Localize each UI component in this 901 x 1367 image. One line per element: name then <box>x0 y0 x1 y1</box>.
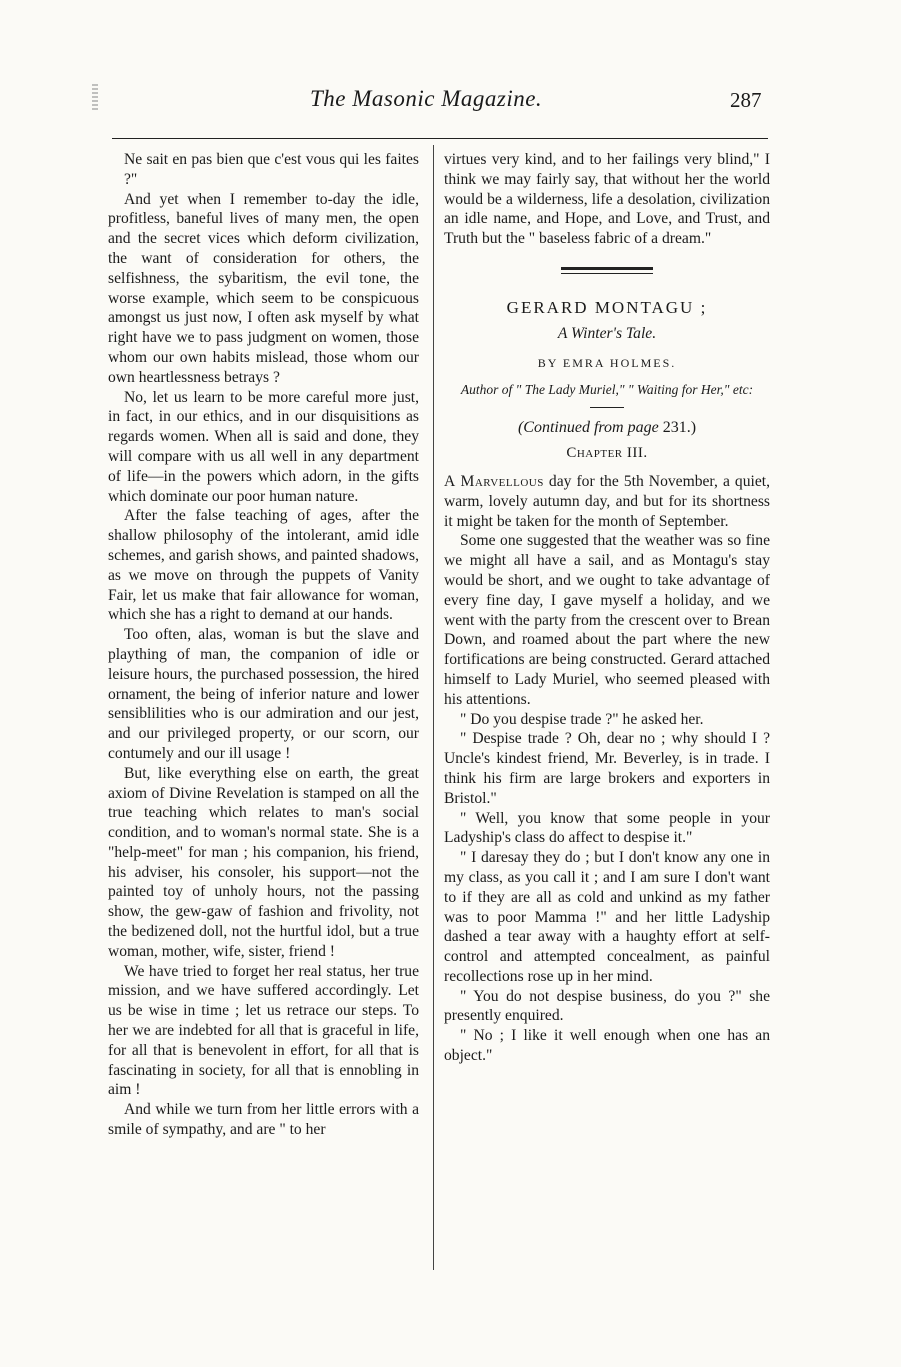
paragraph: " Do you despise trade ?" he asked her. <box>460 710 704 728</box>
paragraph: " No ; I like it well enough when one has an object." <box>444 1027 770 1065</box>
paragraph: Ne sait en pas bien que c'est vous qui les faites ?" <box>124 151 419 188</box>
left-column <box>108 150 419 1140</box>
chapter-heading: Chapter III. <box>566 445 648 462</box>
margin-mark <box>92 84 98 110</box>
paragraph: And yet when I remember to-day the idle, profitless, baneful lives of many men, the open and the secret vices which deform civilization, the want of consideration for others, the selfishness, the sybaritism, the evil tone, the worse example, which seem to be conspicuous amongst us just now, I often ask myself by what right have we to pass judgment on women, those whom our own habits mislead, those whom our own heartlessness betrays ? <box>108 190 419 386</box>
running-title: The Masonic Magazine. <box>310 86 543 111</box>
story-title: GERARD MONTAGU ; <box>506 297 708 317</box>
page-number: 287 <box>730 88 762 112</box>
header-rule <box>112 138 768 139</box>
paragraph: And while we turn from her little errors with a smile of sympathy, and are " to her <box>108 1101 419 1139</box>
continued-page: 231.) <box>662 419 697 437</box>
opening-text: day for the 5th November, a quiet, warm, lovely autumn day, and but for its shortness it might be taken for the month of September. <box>444 472 771 530</box>
paragraph: " Despise trade ? Oh, dear no ; why should I ? Uncle's kindest friend, Mr. Beverley, is in trade. I think his firm are large brokers and exporters in Bristol." <box>444 730 770 807</box>
opening-smallcaps: A Marvellous <box>444 472 544 490</box>
page-header <box>0 84 901 124</box>
byline: BY EMRA HOLMES. <box>537 355 677 370</box>
author-credits: Author of " The Lady Muriel," " Waiting for Her," etc: <box>460 382 754 398</box>
continued-label: (Continued from page <box>517 419 659 437</box>
paragraph: " You do not despise business, do you ?" she presently enquired. <box>444 987 770 1025</box>
opening-paragraph <box>444 472 770 531</box>
column-divider <box>433 145 434 1270</box>
continued-note <box>444 418 770 438</box>
paragraph: After the false teaching of ages, after the shallow philosophy of the intolerant, amid idle schemes, and garish shows, and painted shadows, as we move on through the puppets of Vanity Fair, let us make that fair allowance for woman, which she has a right to demand at our hands. <box>108 507 419 624</box>
paragraph: " I daresay they do ; but I don't know any one in my class, as you call it ; and I am sure I don't want to if they are all as cold and unkind as my father was to poor Mamma !" and her little Ladyship dashed a tear away with a haughty effort at self-control and attempted concealment, as painful recollections rose up in her mind. <box>444 849 770 985</box>
paragraph: " Well, you know that some people in your Ladyship's class do affect to despise it." <box>444 809 770 847</box>
short-rule <box>590 407 624 408</box>
paragraph: But, like everything else on earth, the great axiom of Divine Revelation is stamped on all the true teaching which relates to man's social condition, and to woman's normal state. She is a "help-meet" for man ; his companion, his friend, his adviser, his consoler, his support—not the painted toy of unholy hours, not the passing show, the gew-gaw of fashion and frivolity, not the bedizened doll, not the hurtful idol, but a true woman, mother, wife, sister, friend ! <box>108 764 419 960</box>
right-column <box>444 150 770 1066</box>
paragraph: Too often, alas, woman is but the slave and plaything of man, the companion of idle or leisure hours, the purchased possession, the hired ornament, the being of inferior nature and lower sensiblilities who is our admiration and our jest, and our privileged property, or our scorn, our contumely and our ill usage ! <box>108 626 419 762</box>
continuation-paragraph: virtues very kind, and to her failings very blind," I think we may fairly say, that without her the world would be a wilderness, life a desolation, civilization an idle name, and Hope, and Love, and Trust, and Truth but the " baseless fabric of a dream." <box>444 151 770 248</box>
paragraph: No, let us learn to be more careful more just, in fact, in our ethics, and in our disquisitions as regards women. When all is said and done, they will compare with us all well in any department of life—in the powers which adorn, in the gifts which dominate our poor human nature. <box>108 388 419 505</box>
paragraph: We have tried to forget her real status, her true mission, and we have suffered accordingly. Let us be wise in time ; let us retrace our steps. To her we are indebted for all that is graceful in life, for all that is benevolent in effort, for all that is fascinating in society, for all that is ennobling in aim ! <box>108 962 419 1099</box>
section-rule <box>561 267 653 274</box>
story-subtitle: A Winter's Tale. <box>557 324 657 342</box>
paragraph: Some one suggested that the weather was so fine we might all have a sail, and as Montagu's stay would be short, and we ought to take advantage of every fine day, I gave myself a holiday, and we went with the party from the crescent over to Brean Down, and roamed about the part where the new fortifications are being constructed. Gerard attached himself to Lady Muriel, who seemed pleased with his attentions. <box>444 532 770 708</box>
